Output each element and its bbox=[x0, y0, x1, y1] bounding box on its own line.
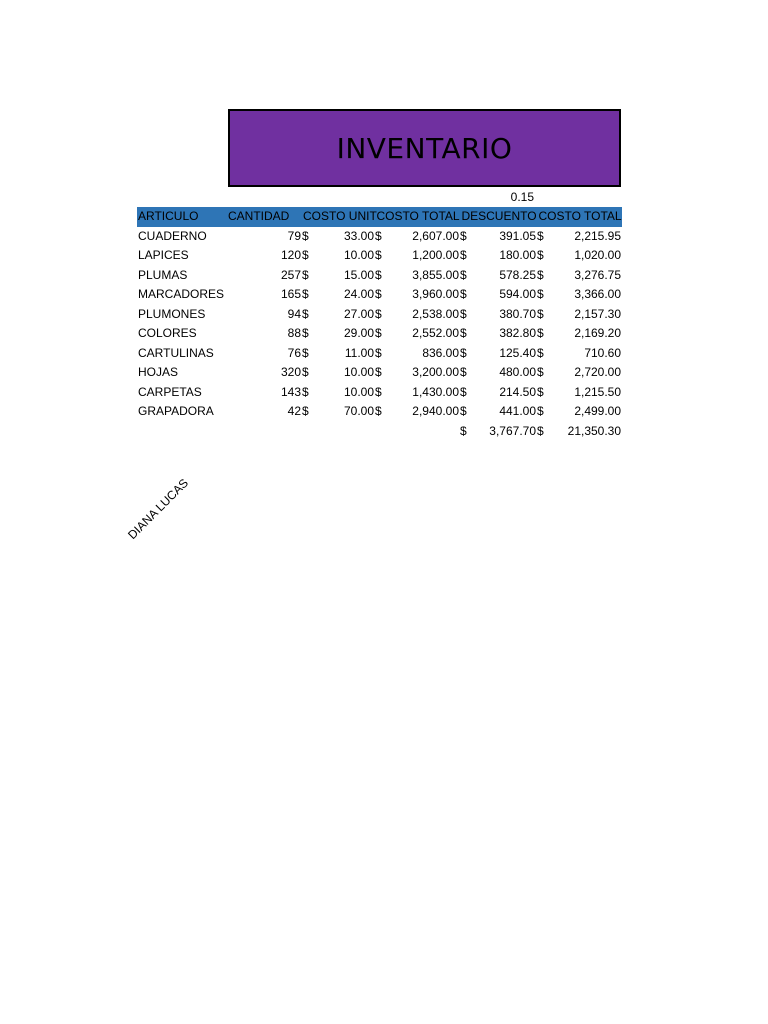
row-cantidad: 165 bbox=[280, 287, 301, 301]
row-costo-unit: 27.00 bbox=[343, 306, 374, 321]
currency-symbol: $ bbox=[302, 306, 309, 321]
row-costo-total: 2,940.00 bbox=[412, 404, 460, 418]
currency-symbol: $ bbox=[375, 248, 382, 262]
row-costo-total: 2,607.00 bbox=[412, 228, 460, 243]
row-descuento: 180.00 bbox=[499, 248, 537, 262]
header-costo-total: COSTO TOTAL bbox=[376, 209, 460, 223]
currency-symbol: $ bbox=[460, 384, 467, 399]
currency-symbol: $ bbox=[460, 306, 467, 321]
currency-symbol: $ bbox=[302, 267, 309, 282]
row-articulo: GRAPADORA bbox=[138, 404, 214, 418]
row-costo-unit: 70.00 bbox=[343, 404, 374, 418]
header-row bbox=[137, 207, 622, 227]
row-cantidad: 42 bbox=[287, 404, 301, 418]
row-descuento: 125.40 bbox=[499, 345, 537, 360]
row-costo-total: 2,538.00 bbox=[412, 306, 460, 321]
currency-symbol: $ bbox=[375, 306, 382, 321]
table-row bbox=[137, 324, 622, 344]
inventory-table bbox=[137, 207, 622, 441]
table-row bbox=[137, 344, 622, 364]
currency-symbol: $ bbox=[302, 228, 309, 243]
currency-symbol: $ bbox=[460, 248, 467, 262]
row-descuento: 391.05 bbox=[499, 228, 537, 243]
totals-row bbox=[137, 422, 622, 442]
table-row bbox=[137, 227, 622, 247]
row-costo-total-final: 3,276.75 bbox=[574, 267, 622, 282]
currency-symbol: $ bbox=[460, 228, 467, 243]
currency-symbol: $ bbox=[537, 345, 544, 360]
row-articulo: CARTULINAS bbox=[138, 345, 214, 360]
currency-symbol: $ bbox=[460, 326, 467, 340]
header-costo-total-final: COSTO TOTAL bbox=[538, 209, 622, 223]
row-costo-unit: 10.00 bbox=[343, 384, 374, 399]
row-costo-total: 3,855.00 bbox=[412, 267, 460, 282]
row-cantidad: 94 bbox=[287, 306, 301, 321]
row-articulo: HOJAS bbox=[138, 365, 179, 379]
row-costo-unit: 15.00 bbox=[343, 267, 374, 282]
row-costo-total-final: 1,020.00 bbox=[574, 248, 622, 262]
row-cantidad: 320 bbox=[280, 365, 301, 379]
row-costo-total-final: 1,215.50 bbox=[574, 384, 622, 399]
row-costo-total-final: 2,499.00 bbox=[574, 404, 622, 418]
header-costo-unit: COSTO UNIT bbox=[303, 209, 377, 223]
currency-symbol: $ bbox=[375, 345, 382, 360]
currency-symbol: $ bbox=[375, 365, 382, 379]
row-descuento: 214.50 bbox=[499, 384, 537, 399]
row-cantidad: 88 bbox=[287, 326, 301, 340]
row-costo-unit: 24.00 bbox=[343, 287, 374, 301]
currency-symbol: $ bbox=[537, 365, 544, 379]
title-banner bbox=[228, 109, 621, 187]
currency-symbol: $ bbox=[537, 306, 544, 321]
row-costo-total-final: 2,157.30 bbox=[574, 306, 622, 321]
row-cantidad: 143 bbox=[280, 384, 301, 399]
row-costo-total-final: 2,215.95 bbox=[574, 228, 622, 243]
row-costo-unit: 10.00 bbox=[343, 248, 374, 262]
currency-symbol: $ bbox=[537, 384, 544, 399]
row-costo-total: 1,430.00 bbox=[412, 384, 460, 399]
row-articulo: PLUMONES bbox=[138, 306, 206, 321]
row-costo-total: 3,200.00 bbox=[412, 365, 460, 379]
discount-rate-cell: 0.15 bbox=[510, 190, 534, 204]
currency-symbol: $ bbox=[537, 326, 544, 340]
row-costo-unit: 33.00 bbox=[343, 228, 374, 243]
currency-symbol: $ bbox=[460, 267, 467, 282]
total-descuento: 3,767.70 bbox=[489, 423, 537, 438]
row-costo-total-final: 710.60 bbox=[584, 345, 622, 360]
currency-symbol: $ bbox=[302, 404, 309, 418]
row-costo-unit: 29.00 bbox=[343, 326, 374, 340]
row-articulo: LAPICES bbox=[138, 248, 189, 262]
row-descuento: 441.00 bbox=[499, 404, 537, 418]
row-articulo: COLORES bbox=[138, 326, 197, 340]
table-row bbox=[137, 305, 622, 325]
row-costo-total: 3,960.00 bbox=[412, 287, 460, 301]
currency-symbol: $ bbox=[302, 345, 309, 360]
row-descuento: 382.80 bbox=[499, 326, 537, 340]
row-costo-total: 2,552.00 bbox=[412, 326, 460, 340]
currency-symbol: $ bbox=[460, 345, 467, 360]
currency-symbol: $ bbox=[375, 404, 382, 418]
currency-symbol: $ bbox=[375, 228, 382, 243]
row-descuento: 594.00 bbox=[499, 287, 537, 301]
table-row bbox=[137, 266, 622, 286]
currency-symbol: $ bbox=[302, 287, 309, 301]
currency-symbol: $ bbox=[537, 287, 544, 301]
currency-symbol: $ bbox=[537, 267, 544, 282]
table-row bbox=[137, 363, 622, 383]
author-signature: DIANA LUCAS bbox=[125, 475, 192, 542]
currency-symbol: $ bbox=[460, 287, 467, 301]
currency-symbol: $ bbox=[302, 248, 309, 262]
table-row bbox=[137, 285, 622, 305]
currency-symbol: $ bbox=[302, 326, 309, 340]
currency-symbol: $ bbox=[537, 248, 544, 262]
row-descuento: 578.25 bbox=[499, 267, 537, 282]
currency-symbol: $ bbox=[375, 287, 382, 301]
row-articulo: CARPETAS bbox=[138, 384, 202, 399]
currency-symbol: $ bbox=[460, 423, 467, 438]
row-costo-total-final: 2,720.00 bbox=[574, 365, 622, 379]
row-cantidad: 76 bbox=[287, 345, 301, 360]
table-row bbox=[137, 383, 622, 403]
row-cantidad: 257 bbox=[280, 267, 301, 282]
table-row bbox=[137, 402, 622, 422]
header-articulo: ARTICULO bbox=[138, 209, 199, 223]
currency-symbol: $ bbox=[302, 384, 309, 399]
currency-symbol: $ bbox=[460, 365, 467, 379]
header-cantidad: CANTIDAD bbox=[228, 209, 290, 223]
table-row bbox=[137, 246, 622, 266]
page-title: INVENTARIO bbox=[336, 131, 513, 165]
row-costo-unit: 11.00 bbox=[344, 345, 374, 360]
row-costo-total: 836.00 bbox=[422, 345, 460, 360]
row-descuento: 480.00 bbox=[499, 365, 537, 379]
total-costo-total-final: 21,350.30 bbox=[567, 423, 622, 438]
row-articulo: MARCADORES bbox=[138, 287, 225, 301]
currency-symbol: $ bbox=[302, 365, 309, 379]
row-costo-total: 1,200.00 bbox=[412, 248, 460, 262]
row-descuento: 380.70 bbox=[499, 306, 537, 321]
currency-symbol: $ bbox=[537, 423, 544, 438]
currency-symbol: $ bbox=[375, 384, 382, 399]
row-cantidad: 79 bbox=[287, 228, 301, 243]
row-articulo: PLUMAS bbox=[138, 267, 188, 282]
currency-symbol: $ bbox=[375, 326, 382, 340]
currency-symbol: $ bbox=[460, 404, 467, 418]
currency-symbol: $ bbox=[375, 267, 382, 282]
row-costo-total-final: 3,366.00 bbox=[574, 287, 622, 301]
currency-symbol: $ bbox=[537, 228, 544, 243]
row-costo-total-final: 2,169.20 bbox=[574, 326, 622, 340]
table-body bbox=[137, 227, 622, 422]
header-descuento: DESCUENTO bbox=[461, 209, 537, 223]
row-cantidad: 120 bbox=[280, 248, 301, 262]
currency-symbol: $ bbox=[537, 404, 544, 418]
row-articulo: CUADERNO bbox=[138, 228, 207, 243]
row-costo-unit: 10.00 bbox=[343, 365, 374, 379]
